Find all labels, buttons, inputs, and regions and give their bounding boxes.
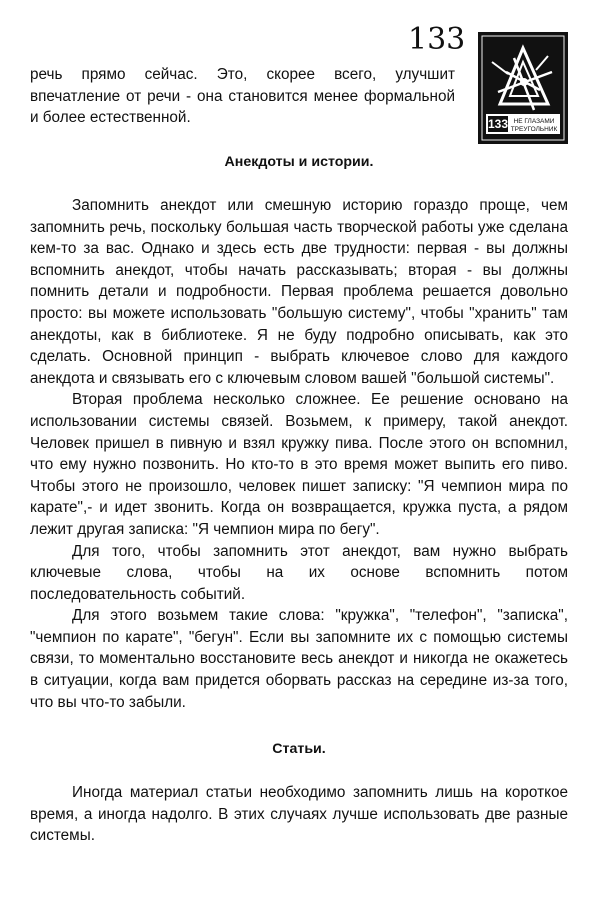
section-heading-anecdotes: Анекдоты и истории. xyxy=(224,154,374,170)
section-heading-articles: Статьи. xyxy=(272,741,326,758)
page-number: 133 xyxy=(408,22,466,57)
emblem-number: 133 xyxy=(487,117,509,131)
intro-block xyxy=(30,64,455,129)
paragraph: Иногда материал статьи необходимо запомнить лишь на короткое время, а иногда надолго. В этих случаях лучше использовать две разные системы. xyxy=(30,784,568,845)
book-emblem-icon xyxy=(478,32,568,144)
paragraph: Для этого возьмем такие слова: "кружка", "телефон", "записка", "чемпион по карате", "бегун". Если вы запомните их с помощью системы связи, то моментально восстановите весь анекдот и никогда не окажетесь в ситуации, когда вам придется оборвать рассказ на середине из-за того, что вы что-то забыли. xyxy=(30,607,568,711)
emblem-caption-2: ТРЕУГОЛЬНИК xyxy=(510,126,558,133)
paragraph: Вторая проблема несколько сложнее. Ее решение основано на использовании системы связей. Возьмем, к примеру, такой анекдот. Человек пришел в пивную и взял кружку пива. После этого он вспомнил, что ему нужно позвонить. Но кто-то в это время может выпить его пиво. Чтобы этого не произошло, человек пишет записку: "Я чемпион мира по карате",- и идет звонить. Когда он возвращается, кружка пуста, а рядом лежит другая записка: "Я чемпион мира по бегу". xyxy=(30,391,568,538)
paragraph: Запомнить анекдот или смешную историю гораздо проще, чем запомнить речь, поскольку большая часть творческой работы уже сделана кем-то за вас. Однако и здесь есть две трудности: первая - вы должны вспомнить анекдот, чтобы начать рассказывать; вторая - вы должны помнить детали и подробности. Первая проблема решается довольно просто: вы можете использовать "большую систему", чтобы "хранить" там анекдоты, как в библиотеке. Я не буду подробно описывать, как это сделать. Основной принцип - выбрать ключевое слово для каждого анекдота и связывать его с ключевым словом вашей "большой системы". xyxy=(30,197,568,387)
intro-paragraph: речь прямо сейчас. Это, скорее всего, улучшит впечатление от речи - она становится менее формальной и более естественной. xyxy=(30,66,455,127)
paragraph: Для того, чтобы запомнить этот анекдот, вам нужно выбрать ключевые слова, чтобы на их основе вспомнить потом последовательность событий. xyxy=(30,542,568,603)
emblem-caption-1: НЕ ГЛАЗАМИ xyxy=(513,118,555,125)
main-content xyxy=(30,146,568,847)
